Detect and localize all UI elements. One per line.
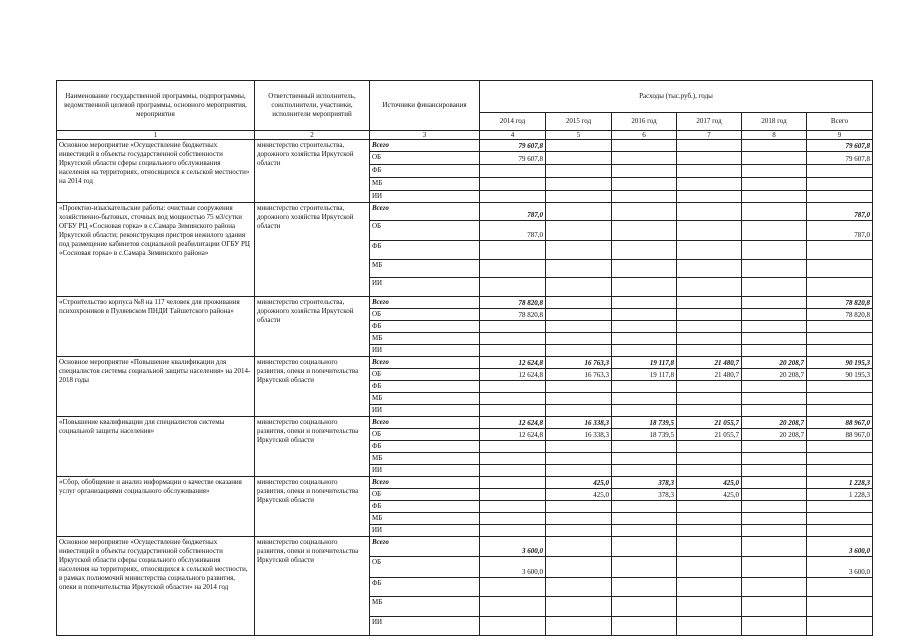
total-amount: 425,0 bbox=[677, 477, 742, 489]
empty-amount bbox=[546, 333, 612, 345]
empty-amount bbox=[742, 178, 807, 191]
funding-source: ИИ bbox=[370, 525, 480, 537]
empty-amount bbox=[546, 393, 612, 405]
empty-amount bbox=[612, 465, 677, 477]
empty-amount bbox=[807, 465, 873, 477]
empty-amount bbox=[546, 260, 612, 278]
empty-amount bbox=[807, 381, 873, 393]
total-amount: 90 195,3 bbox=[807, 357, 873, 369]
empty-amount bbox=[480, 393, 546, 405]
empty-amount bbox=[677, 578, 742, 597]
ob-amount bbox=[677, 557, 742, 578]
empty-amount bbox=[807, 513, 873, 525]
empty-amount bbox=[546, 441, 612, 453]
empty-amount bbox=[612, 513, 677, 525]
empty-amount bbox=[612, 453, 677, 465]
empty-amount bbox=[677, 165, 742, 178]
empty-amount bbox=[612, 381, 677, 393]
responsible-executor: министерство социального развития, опеки и попечительства Иркутской области bbox=[255, 477, 370, 537]
empty-amount bbox=[807, 525, 873, 537]
total-amount bbox=[612, 140, 677, 152]
empty-amount bbox=[546, 453, 612, 465]
total-amount bbox=[677, 140, 742, 152]
empty-amount bbox=[677, 345, 742, 357]
total-amount bbox=[546, 537, 612, 557]
ob-amount: 1 228,3 bbox=[807, 489, 873, 501]
empty-amount bbox=[612, 333, 677, 345]
ob-amount: 21 480,7 bbox=[677, 369, 742, 381]
empty-amount bbox=[612, 393, 677, 405]
funding-source: ИИ bbox=[370, 465, 480, 477]
empty-amount bbox=[480, 501, 546, 513]
total-amount: 787,0 bbox=[480, 203, 546, 221]
responsible-executor: министерство строительства, дорожного хозяйства Иркутской области bbox=[255, 203, 370, 297]
funding-source: ФБ bbox=[370, 321, 480, 333]
table-row bbox=[57, 417, 873, 429]
responsible-executor: министерство социального развития, опеки и попечительства Иркутской области bbox=[255, 357, 370, 417]
empty-amount bbox=[546, 617, 612, 636]
empty-amount bbox=[742, 513, 807, 525]
ob-amount: 20 208,7 bbox=[742, 369, 807, 381]
empty-amount bbox=[480, 381, 546, 393]
funding-source: МБ bbox=[370, 453, 480, 465]
funding-source: ФБ bbox=[370, 165, 480, 178]
header-year: 2014 год bbox=[480, 113, 546, 131]
ob-amount bbox=[612, 557, 677, 578]
empty-amount bbox=[480, 513, 546, 525]
table-body bbox=[57, 140, 873, 636]
measure-name: «Сбор, обобщение и анализ информации о качестве оказания услуг организациями социального обслуживания» bbox=[57, 477, 255, 537]
ob-amount bbox=[546, 221, 612, 241]
funding-source: МБ bbox=[370, 393, 480, 405]
ob-amount: 21 055,7 bbox=[677, 429, 742, 441]
total-amount bbox=[612, 537, 677, 557]
empty-amount bbox=[480, 405, 546, 417]
empty-amount bbox=[742, 525, 807, 537]
ob-amount bbox=[546, 557, 612, 578]
empty-amount bbox=[807, 453, 873, 465]
empty-amount bbox=[742, 333, 807, 345]
funding-source: ФБ bbox=[370, 381, 480, 393]
total-amount: 79 607,8 bbox=[480, 140, 546, 152]
empty-amount bbox=[677, 513, 742, 525]
total-amount bbox=[677, 297, 742, 309]
measure-name: «Проектно-изыскательские работы: очистные сооружения хозяйственно-бытовых, сточных вод мощностью 75 м3/сутки ОГБУ РЦ «Сосновая горка» в с.Самара Зиминского района Иркутской области; реконструкция пристроя нежилого здания под размещение кабинетов социальной реабилитации ОГБУ РЦ «Сосновая горка» в с.Самара Зиминского района» bbox=[57, 203, 255, 297]
col-number: 3 bbox=[370, 131, 480, 140]
header-year: 2015 год bbox=[546, 113, 612, 131]
empty-amount bbox=[677, 260, 742, 278]
empty-amount bbox=[480, 260, 546, 278]
ob-amount: 20 208,7 bbox=[742, 429, 807, 441]
total-amount bbox=[742, 140, 807, 152]
total-amount: 20 208,7 bbox=[742, 357, 807, 369]
header-responsible: Ответственный исполнитель, соисполнители, участники, исполнители мероприятий bbox=[255, 81, 370, 131]
empty-amount bbox=[742, 578, 807, 597]
funding-source: Всего bbox=[370, 357, 480, 369]
ob-amount bbox=[612, 152, 677, 165]
ob-amount: 16 338,3 bbox=[546, 429, 612, 441]
ob-amount: 90 195,3 bbox=[807, 369, 873, 381]
total-amount bbox=[742, 477, 807, 489]
measure-name: Основное мероприятие «Повышение квалификации для специалистов системы социальной защиты населения» на 2014-2018 годы bbox=[57, 357, 255, 417]
table-row bbox=[57, 357, 873, 369]
total-amount bbox=[480, 477, 546, 489]
ob-amount: 18 739,5 bbox=[612, 429, 677, 441]
ob-amount bbox=[742, 221, 807, 241]
empty-amount bbox=[807, 393, 873, 405]
table-row bbox=[57, 140, 873, 152]
empty-amount bbox=[546, 578, 612, 597]
total-amount: 88 967,0 bbox=[807, 417, 873, 429]
col-number: 2 bbox=[255, 131, 370, 140]
total-amount: 16 338,3 bbox=[546, 417, 612, 429]
empty-amount bbox=[807, 241, 873, 260]
table-row bbox=[57, 297, 873, 309]
empty-amount bbox=[807, 178, 873, 191]
ob-amount bbox=[677, 221, 742, 241]
ob-amount bbox=[546, 152, 612, 165]
total-amount: 12 624,8 bbox=[480, 357, 546, 369]
empty-amount bbox=[546, 178, 612, 191]
funding-source: ИИ bbox=[370, 405, 480, 417]
empty-amount bbox=[546, 165, 612, 178]
funding-source: МБ bbox=[370, 513, 480, 525]
empty-amount bbox=[677, 525, 742, 537]
empty-amount bbox=[480, 441, 546, 453]
ob-amount: 88 967,0 bbox=[807, 429, 873, 441]
total-amount: 787,0 bbox=[807, 203, 873, 221]
total-amount: 12 624,8 bbox=[480, 417, 546, 429]
empty-amount bbox=[807, 501, 873, 513]
ob-amount: 78 820,8 bbox=[807, 309, 873, 321]
ob-amount: 787,0 bbox=[807, 221, 873, 241]
empty-amount bbox=[677, 321, 742, 333]
total-amount bbox=[742, 537, 807, 557]
total-amount: 3 600,0 bbox=[807, 537, 873, 557]
measure-name: «Строительство корпуса №8 на 117 человек для проживания психохроников в Пуляевском ПНДИ Тайшетского района» bbox=[57, 297, 255, 357]
empty-amount bbox=[807, 405, 873, 417]
empty-amount bbox=[677, 381, 742, 393]
total-amount bbox=[742, 203, 807, 221]
empty-amount bbox=[677, 333, 742, 345]
funding-source: ФБ bbox=[370, 578, 480, 597]
funding-source: МБ bbox=[370, 260, 480, 278]
measure-name: Основное мероприятие «Осуществление бюджетных инвестиций в объекты государственной собственности Иркутской области сферы социального обслуживания населения на территориях, относящихся к сельской местности» на 2014 год bbox=[57, 140, 255, 203]
empty-amount bbox=[677, 453, 742, 465]
empty-amount bbox=[480, 165, 546, 178]
empty-amount bbox=[742, 405, 807, 417]
empty-amount bbox=[677, 191, 742, 203]
empty-amount bbox=[612, 165, 677, 178]
empty-amount bbox=[677, 501, 742, 513]
empty-amount bbox=[480, 453, 546, 465]
header-year: 2016 год bbox=[612, 113, 677, 131]
funding-source: Всего bbox=[370, 203, 480, 221]
responsible-executor: министерство социального развития, опеки и попечительства Иркутской области bbox=[255, 537, 370, 636]
ob-amount: 425,0 bbox=[677, 489, 742, 501]
ob-amount bbox=[677, 152, 742, 165]
funding-source: МБ bbox=[370, 178, 480, 191]
empty-amount bbox=[742, 345, 807, 357]
empty-amount bbox=[612, 441, 677, 453]
empty-amount bbox=[480, 578, 546, 597]
empty-amount bbox=[546, 405, 612, 417]
funding-source: ОБ bbox=[370, 557, 480, 578]
total-amount: 425,0 bbox=[546, 477, 612, 489]
funding-source: МБ bbox=[370, 597, 480, 617]
empty-amount bbox=[480, 617, 546, 636]
total-amount bbox=[677, 203, 742, 221]
col-number: 8 bbox=[742, 131, 807, 140]
empty-amount bbox=[480, 278, 546, 297]
total-amount: 19 117,8 bbox=[612, 357, 677, 369]
responsible-executor: министерство строительства, дорожного хозяйства Иркутской области bbox=[255, 140, 370, 203]
total-amount: 21 480,7 bbox=[677, 357, 742, 369]
total-amount bbox=[546, 297, 612, 309]
header-sources: Источники финансирования bbox=[370, 81, 480, 131]
total-amount bbox=[612, 297, 677, 309]
ob-amount bbox=[677, 309, 742, 321]
empty-amount bbox=[742, 617, 807, 636]
empty-amount bbox=[742, 278, 807, 297]
empty-amount bbox=[546, 381, 612, 393]
funding-source: ФБ bbox=[370, 501, 480, 513]
funding-source: ИИ bbox=[370, 278, 480, 297]
empty-amount bbox=[742, 191, 807, 203]
empty-amount bbox=[742, 501, 807, 513]
empty-amount bbox=[807, 597, 873, 617]
empty-amount bbox=[807, 260, 873, 278]
empty-amount bbox=[677, 178, 742, 191]
total-amount: 20 208,7 bbox=[742, 417, 807, 429]
col-number: 5 bbox=[546, 131, 612, 140]
ob-amount: 3 600,0 bbox=[807, 557, 873, 578]
empty-amount bbox=[742, 321, 807, 333]
empty-amount bbox=[807, 578, 873, 597]
empty-amount bbox=[546, 345, 612, 357]
total-amount bbox=[612, 203, 677, 221]
empty-amount bbox=[612, 321, 677, 333]
empty-amount bbox=[546, 191, 612, 203]
ob-amount: 12 624,8 bbox=[480, 429, 546, 441]
ob-amount: 3 600,0 bbox=[480, 557, 546, 578]
total-amount: 79 607,8 bbox=[807, 140, 873, 152]
empty-amount bbox=[807, 191, 873, 203]
ob-amount: 378,3 bbox=[612, 489, 677, 501]
empty-amount bbox=[807, 333, 873, 345]
empty-amount bbox=[480, 525, 546, 537]
funding-source: Всего bbox=[370, 417, 480, 429]
empty-amount bbox=[546, 321, 612, 333]
funding-source: ИИ bbox=[370, 191, 480, 203]
ob-amount bbox=[742, 309, 807, 321]
total-amount: 16 763,3 bbox=[546, 357, 612, 369]
ob-amount: 78 820,8 bbox=[480, 309, 546, 321]
measure-name: «Повышение квалификации для специалистов системы социальной защиты населения» bbox=[57, 417, 255, 477]
empty-amount bbox=[480, 178, 546, 191]
funding-source: ОБ bbox=[370, 369, 480, 381]
empty-amount bbox=[480, 333, 546, 345]
empty-amount bbox=[612, 191, 677, 203]
total-amount: 78 820,8 bbox=[807, 297, 873, 309]
empty-amount bbox=[742, 241, 807, 260]
empty-amount bbox=[677, 465, 742, 477]
budget-table bbox=[56, 80, 873, 636]
empty-amount bbox=[677, 441, 742, 453]
table-row bbox=[57, 203, 873, 221]
funding-source: ОБ bbox=[370, 152, 480, 165]
ob-amount bbox=[612, 221, 677, 241]
funding-source: ОБ bbox=[370, 489, 480, 501]
header-year: 2018 год bbox=[742, 113, 807, 131]
funding-source: Всего bbox=[370, 297, 480, 309]
header-total: Всего bbox=[807, 113, 873, 131]
empty-amount bbox=[612, 405, 677, 417]
empty-amount bbox=[612, 525, 677, 537]
funding-source: Всего bbox=[370, 140, 480, 152]
empty-amount bbox=[480, 241, 546, 260]
responsible-executor: министерство строительства, дорожного хозяйства Иркутской области bbox=[255, 297, 370, 357]
header-expenses: Расходы (тыс.руб.), годы bbox=[480, 81, 873, 113]
empty-amount bbox=[807, 345, 873, 357]
empty-amount bbox=[742, 381, 807, 393]
table-row bbox=[57, 537, 873, 557]
empty-amount bbox=[807, 617, 873, 636]
total-amount bbox=[546, 140, 612, 152]
empty-amount bbox=[546, 501, 612, 513]
empty-amount bbox=[546, 513, 612, 525]
empty-amount bbox=[742, 165, 807, 178]
funding-source: ИИ bbox=[370, 345, 480, 357]
budget-table-sheet bbox=[56, 80, 873, 636]
col-number: 1 bbox=[57, 131, 255, 140]
funding-source: МБ bbox=[370, 333, 480, 345]
responsible-executor: министерство социального развития, опеки и попечительства Иркутской области bbox=[255, 417, 370, 477]
empty-amount bbox=[677, 393, 742, 405]
empty-amount bbox=[612, 260, 677, 278]
empty-amount bbox=[612, 578, 677, 597]
funding-source: ОБ bbox=[370, 429, 480, 441]
empty-amount bbox=[742, 453, 807, 465]
empty-amount bbox=[742, 465, 807, 477]
total-amount bbox=[742, 297, 807, 309]
funding-source: ОБ bbox=[370, 309, 480, 321]
ob-amount: 19 117,8 bbox=[612, 369, 677, 381]
empty-amount bbox=[612, 597, 677, 617]
total-amount bbox=[546, 203, 612, 221]
empty-amount bbox=[612, 278, 677, 297]
empty-amount bbox=[546, 241, 612, 260]
empty-amount bbox=[677, 405, 742, 417]
funding-source: Всего bbox=[370, 477, 480, 489]
empty-amount bbox=[546, 278, 612, 297]
total-amount bbox=[677, 537, 742, 557]
total-amount: 21 055,7 bbox=[677, 417, 742, 429]
col-number: 4 bbox=[480, 131, 546, 140]
table-row bbox=[57, 477, 873, 489]
col-number: 6 bbox=[612, 131, 677, 140]
empty-amount bbox=[546, 597, 612, 617]
empty-amount bbox=[612, 241, 677, 260]
funding-source: ИИ bbox=[370, 617, 480, 636]
funding-source: Всего bbox=[370, 537, 480, 557]
empty-amount bbox=[612, 501, 677, 513]
empty-amount bbox=[742, 441, 807, 453]
empty-amount bbox=[612, 345, 677, 357]
ob-amount: 425,0 bbox=[546, 489, 612, 501]
ob-amount: 79 607,8 bbox=[480, 152, 546, 165]
empty-amount bbox=[807, 321, 873, 333]
empty-amount bbox=[480, 345, 546, 357]
funding-source: ФБ bbox=[370, 441, 480, 453]
ob-amount bbox=[612, 309, 677, 321]
ob-amount bbox=[742, 152, 807, 165]
empty-amount bbox=[742, 393, 807, 405]
col-number: 7 bbox=[677, 131, 742, 140]
ob-amount: 79 607,8 bbox=[807, 152, 873, 165]
empty-amount bbox=[677, 278, 742, 297]
total-amount: 3 600,0 bbox=[480, 537, 546, 557]
empty-amount bbox=[677, 617, 742, 636]
empty-amount bbox=[480, 597, 546, 617]
empty-amount bbox=[612, 178, 677, 191]
ob-amount: 16 763,3 bbox=[546, 369, 612, 381]
empty-amount bbox=[742, 597, 807, 617]
funding-source: ФБ bbox=[370, 241, 480, 260]
empty-amount bbox=[480, 191, 546, 203]
funding-source: ОБ bbox=[370, 221, 480, 241]
empty-amount bbox=[677, 597, 742, 617]
col-number: 9 bbox=[807, 131, 873, 140]
empty-amount bbox=[480, 465, 546, 477]
total-amount: 18 739,5 bbox=[612, 417, 677, 429]
total-amount: 78 820,8 bbox=[480, 297, 546, 309]
empty-amount bbox=[546, 465, 612, 477]
total-amount: 1 228,3 bbox=[807, 477, 873, 489]
ob-amount: 787,0 bbox=[480, 221, 546, 241]
ob-amount bbox=[480, 489, 546, 501]
empty-amount bbox=[677, 241, 742, 260]
empty-amount bbox=[612, 617, 677, 636]
ob-amount: 12 624,8 bbox=[480, 369, 546, 381]
empty-amount bbox=[807, 165, 873, 178]
ob-amount bbox=[742, 557, 807, 578]
empty-amount bbox=[480, 321, 546, 333]
ob-amount bbox=[546, 309, 612, 321]
empty-amount bbox=[742, 260, 807, 278]
header-name: Наименование государственной программы, подпрограммы, ведомственной целевой программы, основного мероприятия, мероприятия bbox=[57, 81, 255, 131]
ob-amount bbox=[742, 489, 807, 501]
measure-name: Основное мероприятие «Осуществление бюджетных инвестиций в объекты государственной собственности Иркутской области сферы социального обслуживания населения на территориях, относящихся к сельской местности, в рамках полномочий министерства социального развития, опеки и попечительства Иркутской области» на 2014 год bbox=[57, 537, 255, 636]
empty-amount bbox=[807, 278, 873, 297]
empty-amount bbox=[546, 525, 612, 537]
total-amount: 378,3 bbox=[612, 477, 677, 489]
empty-amount bbox=[807, 441, 873, 453]
header-year: 2017 год bbox=[677, 113, 742, 131]
